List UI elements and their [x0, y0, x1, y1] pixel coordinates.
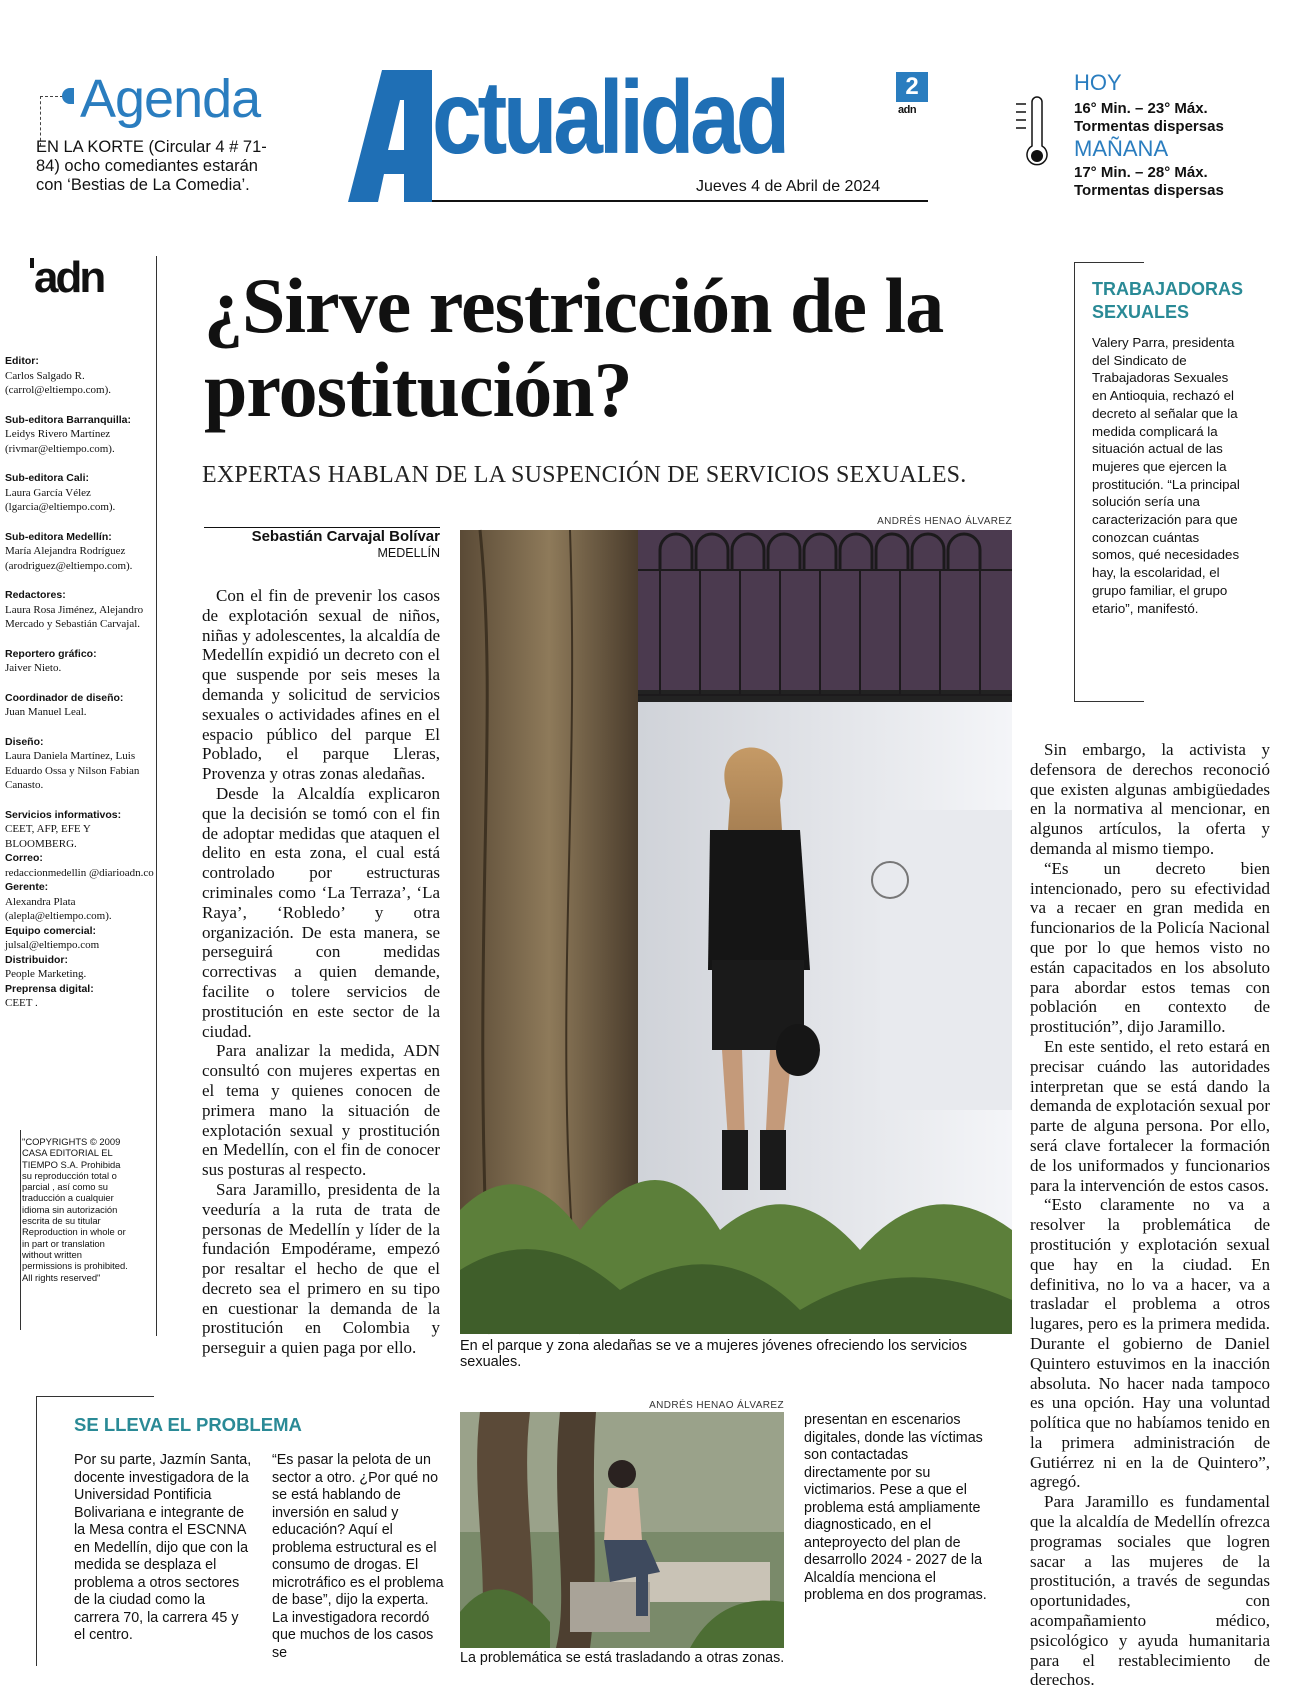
thermometer-icon — [1016, 98, 1054, 176]
bottom-box-title: SE LLEVA EL PROBLEMA — [74, 1414, 302, 1435]
article-paragraph: Con el fin de prevenir los casos de explotación sexual de niños, niñas y adolescentes, la alcaldía de Medellín expidió un decreto con el que suspende por seis meses la demanda y solicitud de servicios sexuales o actividades afines en el espacio público del parque El Poblado, el parque Lleras, Provenza y otras zonas aledañas. — [202, 586, 440, 784]
staff-name: Laura Rosa Jiménez, Alejandro Mercado y Sebastián Carvajal. — [5, 603, 144, 630]
weather-tomorrow — [1074, 164, 1264, 200]
weather-today-label: HOY — [1074, 70, 1122, 95]
staff-name: People Marketing. — [5, 968, 87, 980]
staff-role: Coordinador de diseño: — [5, 691, 124, 704]
adn-logo: adn — [34, 253, 104, 302]
photo-caption: En el parque y zona aledañas se ve a mujeres jóvenes ofreciendo los servicios sexuales. — [460, 1338, 967, 1370]
staff-name: CEET, AFP, EFE Y BLOOMBERG. — [5, 823, 91, 850]
bottom-box-column-2: “Es pasar la pelota de un sector a otro. ¿Por qué no se está hablando de inversión en salud y educación? Aquí el problema estructural es el consumo de drogas. El microtráfico es el problema de base”, dijo la experta. La investigadora recordó que muchos de los casos se — [272, 1452, 444, 1661]
staff-role: Correo: — [5, 852, 43, 864]
staff-name: julsal@eltiempo.com — [5, 939, 100, 951]
weather-today — [1074, 100, 1264, 136]
article-paragraph: Sara Jaramillo, presidenta de la veeduría a la ruta de trata de personas de Medellín y líder de la fundación Empodérame, empezó por resaltar el hecho de que el decreto sea el primero en su tipo en cuestionar la demanda de la prostitución en Colombia y perseguir a quien paga por ello. — [202, 1179, 440, 1358]
staff-entry — [5, 735, 155, 808]
headline: ¿Sirve restricción de la prostitución? — [204, 262, 944, 433]
staff-entry — [5, 413, 155, 472]
photo-credit: ANDRÉS HENAO ÁLVAREZ — [649, 1400, 784, 1411]
article-paragraph: Desde la Alcaldía explicaron que la decisión se tomó con el fin de adoptar medidas que ataquen el delito en esta zona, el cual está controlado por estructuras criminales como ‘La Terraza’, ‘La Raya’, ‘Robledo’ y otra organización. De esta manera, se perseguirá con medidas correctivas a quien demande, facilite o tolere servicios de prostitución en este sector de la ciudad. — [202, 783, 440, 1041]
photo-credit: ANDRÉS HENAO ÁLVAREZ — [877, 516, 1012, 527]
staff-role: Preprensa digital: — [5, 982, 94, 995]
main-photo — [460, 530, 1012, 1334]
staff-role: Sub-editora Medellín: — [5, 530, 112, 543]
staff-entry — [5, 530, 155, 589]
staff-entry — [5, 588, 155, 647]
article-paragraph: “Es un decreto bien intencionado, pero su efectividad va a recaer en gran medida en funcionarios de la Policía Nacional que por lo que hemos visto no están capacitados en los absoluto para abordar estos temas con población en contexto de prostitución”, dijo Jaramillo. — [1030, 858, 1270, 1037]
staff-entry — [5, 953, 155, 982]
header-rule — [432, 200, 928, 202]
staff-role: Sub-editora Barranquilla: — [5, 413, 132, 426]
weather-tomorrow-temp: 17° Min. – 28° Máx. — [1074, 164, 1208, 181]
actualidad-logo-a-icon — [348, 70, 432, 202]
article-paragraph: Para Jaramillo es fundamental que la alcaldía de Medellín ofrezca programas sociales que logren sacar a las mujeres de la prostitución, a través de segundas oportunidades, con acompañamiento médico, psicológico y ayuda humanitaria para el restablecimiento de derechos. — [1030, 1492, 1270, 1690]
article-paragraph: “Esto claramente no va a resolver la problemática de prostitución y explotación sexual que hay en la ciudad. En definitiva, no lo va a hacer, va a trasladar el problema a otros lugares, pero es la primera medida. Durante el gobierno de Daniel Quintero estuvimos en la inacción absoluta. No hacer nada tampoco es una opción. Hay una voluntad política que no habíamos tenido en la primera administración de Gutiérrez ni en la de Quintero”, agregó. — [1030, 1195, 1270, 1492]
staff-name: Laura García Vélez (lgarcia@eltiempo.com). — [5, 486, 116, 513]
article-paragraph: Sin embargo, la activista y defensora de derechos reconoció que existen algunas ambigüedades en la normativa al mencionar, en algunos artículos, la oferta y demanda al mismo tiempo. — [1030, 740, 1270, 858]
staff-entry — [5, 691, 155, 735]
staff-role: Reportero gráfico: — [5, 647, 97, 660]
staff-role: Diseño: — [5, 735, 44, 748]
weather-today-temp: 16° Min. – 23° Máx. — [1074, 100, 1208, 117]
staff-role: Equipo comercial: — [5, 924, 97, 937]
staff-name: CEET . — [5, 997, 38, 1009]
staff-role: Distribuidor: — [5, 953, 68, 966]
staff-name: Carlos Salgado R. (carrol@eltiempo.com). — [5, 369, 112, 396]
sidebar-text: Valery Parra, presidenta del Sindicato de Trabajadoras Sexuales en Antioquia, rechazó el decreto al señalar que la medida complicará la situación actual de las mujeres que ejercen la prostitución. “La principal solución sería una caracterización para que conozcan cuántas somos, qué necesidades hay, la escolaridad, el grupo familiar, el grupo etario”, manifestó. — [1092, 335, 1240, 616]
staff-name: Laura Daniela Martínez, Luis Eduardo Ossa y Nilson Fabian Canasto. — [5, 750, 140, 791]
section-title: ctualidad — [432, 60, 786, 176]
weather-tomorrow-label: MAÑANA — [1074, 136, 1169, 161]
subheadline: EXPERTAS HABLAN DE LA SUSPENCIÓN DE SERVICIOS SEXUALES. — [202, 462, 967, 488]
staff-role: Gerente: — [5, 881, 49, 893]
staff-credits — [5, 354, 155, 1011]
photo-caption: La problemática se está trasladando a otras zonas. — [460, 1650, 785, 1666]
staff-name: Jaiver Nieto. — [5, 662, 62, 674]
staff-role: Sub-editora Cali: — [5, 472, 90, 484]
agenda-title: Agenda — [80, 69, 261, 129]
staff-role: Servicios informativos: — [5, 808, 122, 821]
article-column-3 — [1030, 740, 1270, 1690]
weather-tomorrow-cond: Tormentas dispersas — [1074, 182, 1224, 199]
staff-name: María Alejandra Rodríguez (arodriguez@eltiempo.com). — [5, 545, 133, 572]
staff-entry — [5, 647, 155, 691]
staff-entry — [5, 354, 155, 413]
sidebar-title: TRABAJADORAS SEXUALES — [1092, 279, 1244, 322]
staff-entry — [5, 471, 155, 530]
staff-role: Redactores: — [5, 589, 66, 601]
page-brand: adn — [898, 104, 917, 116]
issue-date: Jueves 4 de Abril de 2024 — [696, 178, 881, 195]
staff-name: Leidys Rivero Martínez (rivmar@eltiempo.com). — [5, 428, 115, 455]
bottom-box-column-3: presentan en escenarios digitales, donde las víctimas son contactadas directamente por su victimarios. Pese a que el problema está ampliamente diagnosticado, en el anteproyecto del plan de desarrollo 2024 - 2027 de la Alcaldía menciona el problema en dos programas. — [804, 1412, 987, 1603]
secondary-photo — [460, 1412, 784, 1648]
staff-role: Editor: — [5, 355, 39, 367]
staff-name: Juan Manuel Leal. — [5, 706, 87, 718]
weather-today-cond: Tormentas dispersas — [1074, 118, 1224, 135]
staff-name: Alexandra Plata (alepla@eltiempo.com). — [5, 895, 112, 922]
byline-city: MEDELLÍN — [377, 546, 440, 560]
article-paragraph: En este sentido, el reto estará en precisar cuándo las autoridades interpretan que se está dando la demanda de explotación sexual por parte de alguna persona. Por ello, será clave fortalecer la formación de los uniformados y funcionarios para la intervención de estos casos. — [1030, 1036, 1270, 1195]
article-column-1 — [202, 586, 440, 1358]
staff-entry — [5, 880, 155, 924]
page-number: 2 — [896, 72, 928, 102]
agenda-dot-icon — [62, 88, 74, 104]
agenda-text: EN LA KORTE (Circular 4 # 71-84) ocho comediantes estarán con ‘Bestias de La Comedia’. — [36, 138, 267, 194]
copyright-notice: "COPYRIGHTS © 2009 CASA EDITORIAL EL TIEMPO S.A. Prohibida su reproducción total o parcial , así como su traducción a cualquier idioma sin autorización escrita de su titular Reproduction in whole or in part or translation without written permissions is prohibited. All rights reserved" — [22, 1136, 128, 1283]
staff-entry — [5, 924, 155, 953]
staff-entry — [5, 808, 155, 852]
column-rule — [156, 256, 157, 1336]
staff-name: redaccionmedellin @diarioadn.co — [5, 866, 154, 879]
staff-entry — [5, 851, 155, 880]
byline-author: Sebastián Carvajal Bolívar — [251, 528, 440, 545]
article-paragraph: Para analizar la medida, ADN consultó con mujeres expertas en el tema y quienes conocen de primera mano la situación de explotación sexual y prostitución en Medellín, con el fin de conocer sus posturas al respecto. — [202, 1041, 440, 1180]
bottom-box-column-1: Por su parte, Jazmín Santa, docente investigadora de la Universidad Pontificia Bolivariana e integrante de la Mesa contra el ESCNNA en Medellín, dijo que con la medida se desplaza el problema a otros sectores de la ciudad como la carrera 70, la carrera 45 y el centro. — [74, 1452, 252, 1643]
staff-entry — [5, 982, 155, 1011]
